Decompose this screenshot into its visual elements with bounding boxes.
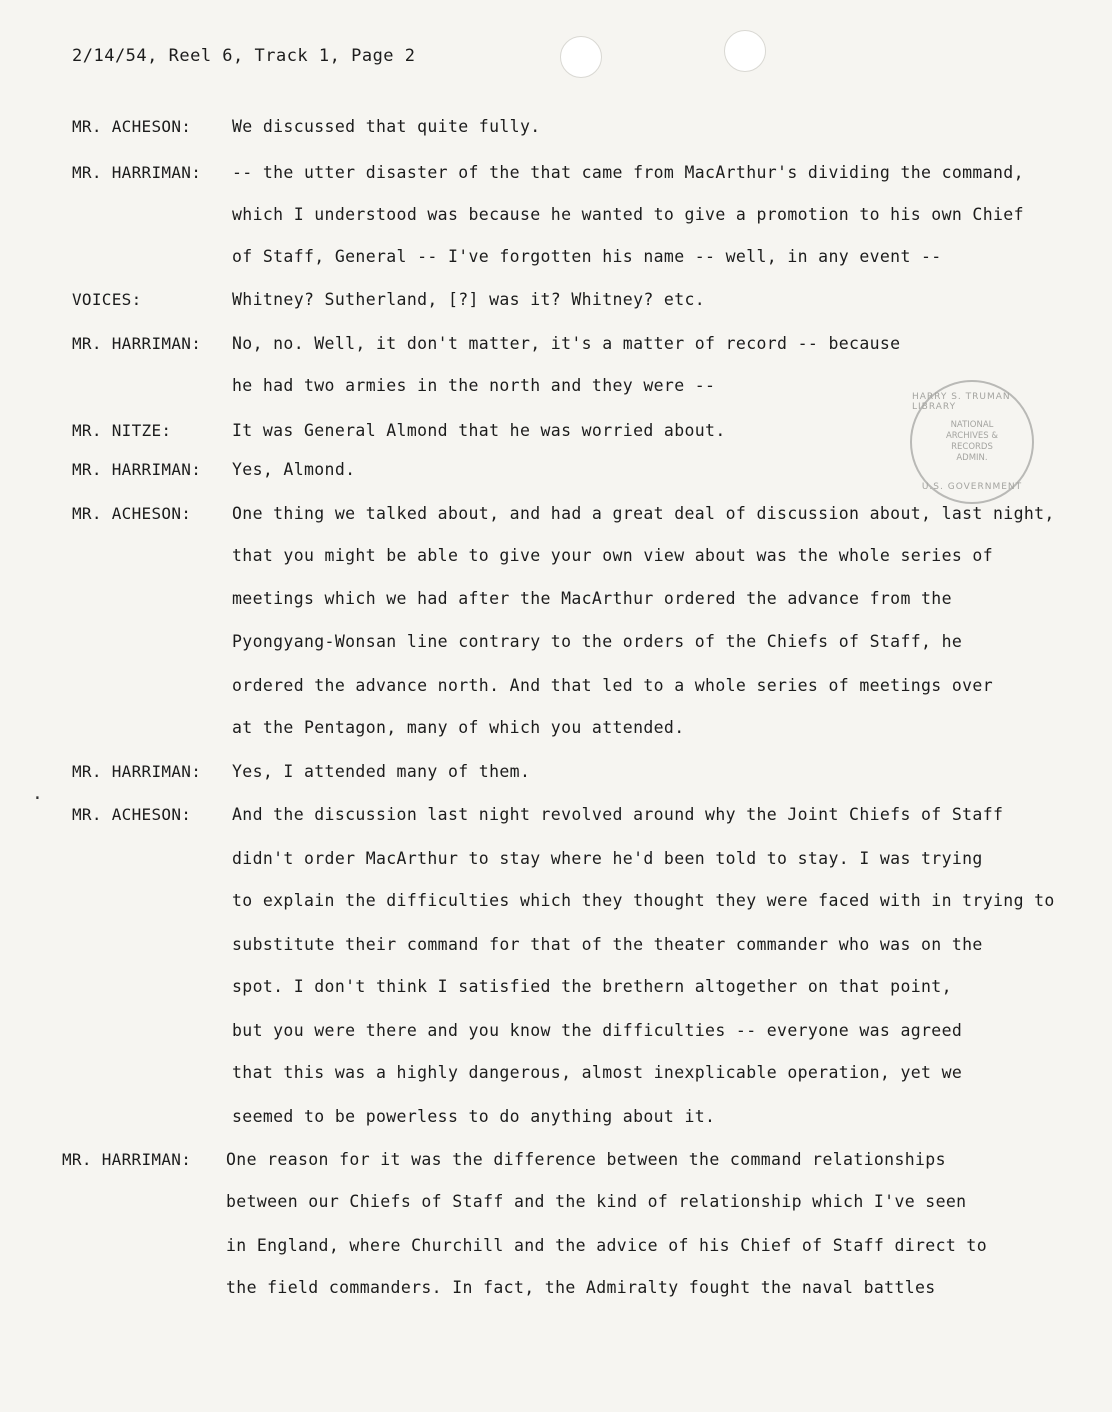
dialogue-line: Pyongyang-Wonsan line contrary to the orders of the Chiefs of Staff, he (232, 632, 963, 651)
dialogue-line: Yes, Almond. (232, 460, 356, 479)
punch-hole (724, 30, 766, 72)
dialogue-line: No, no. Well, it don't matter, it's a matter of record -- because (232, 334, 901, 353)
stamp-bottom-text: U.S. GOVERNMENT (921, 482, 1023, 492)
dialogue-line: in England, where Churchill and the advice of his Chief of Staff direct to (226, 1236, 988, 1255)
stamp-line: NATIONAL (950, 420, 994, 430)
dialogue-line: Whitney? Sutherland, [?] was it? Whitney? etc. (232, 290, 706, 309)
dialogue-line: ordered the advance north. And that led to a whole series of meetings over (232, 676, 994, 695)
dialogue-line: that this was a highly dangerous, almost inexplicable operation, yet we (232, 1063, 963, 1082)
speaker-label: MR. HARRIMAN: (72, 334, 202, 353)
stamp-line: ARCHIVES & (945, 431, 999, 441)
dialogue-line: It was General Almond that he was worried about. (232, 421, 726, 440)
archive-stamp (910, 380, 1034, 504)
speaker-label: MR. ACHESON: (72, 117, 192, 136)
speaker-label: MR. HARRIMAN: (72, 762, 202, 781)
dialogue-line: the field commanders. In fact, the Admiralty fought the naval battles (226, 1278, 936, 1297)
dialogue-line: of Staff, General -- I've forgotten his name -- well, in any event -- (232, 247, 942, 266)
dialogue-line: which I understood was because he wanted to give a promotion to his own Chief (232, 205, 1024, 224)
dialogue-line: at the Pentagon, many of which you attended. (232, 718, 685, 737)
dialogue-line: One reason for it was the difference between the command relationships (226, 1150, 946, 1169)
speaker-label: MR. ACHESON: (72, 805, 192, 824)
speaker-label: MR. HARRIMAN: (72, 163, 202, 182)
dialogue-line: We discussed that quite fully. (232, 117, 541, 136)
dialogue-line: One thing we talked about, and had a great deal of discussion about, last night, (232, 504, 1055, 523)
dialogue-line: -- the utter disaster of the that came from MacArthur's dividing the command, (232, 163, 1024, 182)
dialogue-line: substitute their command for that of the theater commander who was on the (232, 935, 983, 954)
dialogue-line: And the discussion last night revolved around why the Joint Chiefs of Staff (232, 805, 1004, 824)
dialogue-line: spot. I don't think I satisfied the brethern altogether on that point, (232, 977, 952, 996)
page-header: 2/14/54, Reel 6, Track 1, Page 2 (72, 46, 416, 66)
dialogue-line: between our Chiefs of Staff and the kind of relationship which I've seen (226, 1192, 967, 1211)
margin-mark: · (32, 788, 43, 809)
dialogue-line: to explain the difficulties which they thought they were faced with in trying to (232, 891, 1055, 910)
stamp-line: ADMIN. (956, 453, 988, 463)
dialogue-line: that you might be able to give your own view about was the whole series of (232, 546, 994, 565)
speaker-label: MR. ACHESON: (72, 504, 192, 523)
dialogue-line: meetings which we had after the MacArthur ordered the advance from the (232, 589, 952, 608)
dialogue-line: he had two armies in the north and they were -- (232, 376, 716, 395)
dialogue-line: Yes, I attended many of them. (232, 762, 531, 781)
speaker-label: MR. HARRIMAN: (62, 1150, 192, 1169)
dialogue-line: seemed to be powerless to do anything about it. (232, 1107, 716, 1126)
dialogue-line: but you were there and you know the difficulties -- everyone was agreed (232, 1021, 963, 1040)
speaker-label: MR. HARRIMAN: (72, 460, 202, 479)
dialogue-line: didn't order MacArthur to stay where he'd been told to stay. I was trying (232, 849, 983, 868)
stamp-line: RECORDS (951, 442, 993, 452)
speaker-label: VOICES: (72, 290, 142, 309)
speaker-label: MR. NITZE: (72, 421, 172, 440)
punch-hole (560, 36, 602, 78)
stamp-center (946, 420, 998, 464)
stamp-top-text: HARRY S. TRUMAN LIBRARY (912, 392, 1011, 412)
